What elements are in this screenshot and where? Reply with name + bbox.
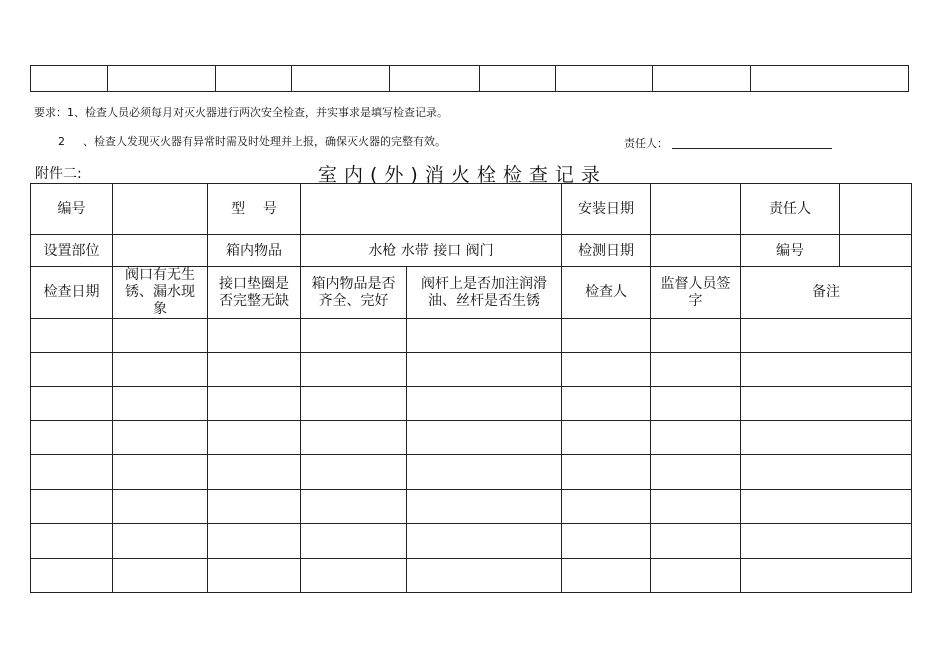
table-cell [741, 524, 912, 559]
requirement-line-2: 、检查人发现灭火器有异常时需及时处理并上报，确保灭火器的完整有效。 [83, 135, 446, 148]
column-header: 接口垫圈是否完整无缺 [208, 267, 301, 319]
column-header: 阀口有无生锈、漏水现象 [113, 267, 208, 319]
table-cell [113, 490, 208, 524]
table-cell [31, 319, 113, 353]
table-cell [292, 66, 390, 92]
number-label: 编号 [31, 184, 113, 235]
table-cell [741, 387, 912, 421]
responsible-label: 责任人： [624, 137, 668, 150]
table-row [31, 455, 912, 490]
table-cell [480, 66, 556, 92]
table-cell [301, 387, 407, 421]
table-row [31, 184, 912, 235]
table-cell [651, 387, 741, 421]
table-cell [31, 353, 113, 387]
table-cell [562, 524, 651, 559]
table-cell [301, 455, 407, 490]
signature-line [672, 135, 832, 149]
table-cell [301, 353, 407, 387]
table-cell [113, 421, 208, 455]
column-header: 检查人 [562, 267, 651, 319]
table-cell [108, 66, 216, 92]
table-cell [113, 559, 208, 593]
table-cell [407, 353, 562, 387]
number-label-2: 编号 [741, 235, 840, 267]
hydrant-inspection-table [30, 183, 912, 593]
model-value [301, 184, 562, 235]
table-cell [562, 559, 651, 593]
table-cell [31, 387, 113, 421]
table-cell [556, 66, 653, 92]
table-cell [562, 455, 651, 490]
requirement-line-1: 要求：1、检查人员必须每月对灭火器进行两次安全检查，并实事求是填写检查记录。 [34, 106, 448, 119]
attachment-label: 附件二: [35, 166, 82, 182]
table-row [31, 387, 912, 421]
table-row [31, 319, 912, 353]
table-cell [113, 455, 208, 490]
model-label: 型 号 [208, 184, 301, 235]
location-value [113, 235, 208, 267]
table-cell [113, 387, 208, 421]
table-cell [651, 524, 741, 559]
table-cell [208, 524, 301, 559]
table-cell [208, 559, 301, 593]
column-header: 箱内物品是否齐全、完好 [301, 267, 407, 319]
box-items-value: 水枪 水带 接口 阀门 [301, 235, 562, 267]
responsible-value [840, 184, 912, 235]
table-cell [407, 455, 562, 490]
table-cell [651, 455, 741, 490]
column-header-row [31, 267, 912, 319]
table-cell [301, 524, 407, 559]
install-date-value [651, 184, 741, 235]
install-date-label: 安装日期 [562, 184, 651, 235]
column-header: 监督人员签字 [651, 267, 741, 319]
table-cell [562, 421, 651, 455]
table-cell [741, 559, 912, 593]
table-cell [301, 421, 407, 455]
table-cell [407, 319, 562, 353]
previous-record-table [30, 65, 909, 92]
table-cell [407, 387, 562, 421]
table-row [31, 524, 912, 559]
table-cell [651, 319, 741, 353]
requirement-line-2-number: 2 [58, 135, 65, 148]
table-cell [216, 66, 292, 92]
responsible-label: 责任人 [741, 184, 840, 235]
table-row [31, 353, 912, 387]
table-cell [208, 421, 301, 455]
column-header: 检查日期 [31, 267, 113, 319]
table-row [31, 235, 912, 267]
column-header: 阀杆上是否加注润滑油、丝杆是否生锈 [407, 267, 562, 319]
table-cell [301, 490, 407, 524]
table-cell [562, 387, 651, 421]
table-cell [407, 559, 562, 593]
table-cell [301, 319, 407, 353]
number-value-2 [840, 235, 912, 267]
test-date-value [651, 235, 741, 267]
number-value [113, 184, 208, 235]
column-header: 备注 [741, 267, 912, 319]
table-cell [31, 66, 108, 92]
table-cell [653, 66, 751, 92]
table-cell [113, 524, 208, 559]
table-cell [113, 319, 208, 353]
table-row [31, 66, 909, 92]
table-cell [208, 455, 301, 490]
table-cell [31, 524, 113, 559]
table-cell [651, 421, 741, 455]
table-cell [31, 490, 113, 524]
table-cell [741, 319, 912, 353]
test-date-label: 检测日期 [562, 235, 651, 267]
page-title: 室内(外)消火栓检查记录 [318, 164, 607, 186]
table-cell [407, 421, 562, 455]
table-cell [651, 490, 741, 524]
location-label: 设置部位 [31, 235, 113, 267]
table-cell [31, 559, 113, 593]
table-cell [31, 455, 113, 490]
table-cell [208, 387, 301, 421]
table-cell [741, 353, 912, 387]
table-cell [407, 524, 562, 559]
table-cell [562, 353, 651, 387]
box-items-label: 箱内物品 [208, 235, 301, 267]
table-cell [208, 319, 301, 353]
table-cell [390, 66, 480, 92]
table-cell [562, 319, 651, 353]
table-cell [741, 455, 912, 490]
table-cell [208, 490, 301, 524]
responsible-signature [624, 135, 832, 151]
table-row [31, 421, 912, 455]
table-cell [651, 559, 741, 593]
table-cell [113, 353, 208, 387]
table-cell [301, 559, 407, 593]
table-cell [741, 490, 912, 524]
table-cell [407, 490, 562, 524]
table-cell [651, 353, 741, 387]
table-cell [741, 421, 912, 455]
table-row [31, 490, 912, 524]
table-cell [751, 66, 909, 92]
table-cell [208, 353, 301, 387]
table-row [31, 559, 912, 593]
table-cell [562, 490, 651, 524]
table-cell [31, 421, 113, 455]
